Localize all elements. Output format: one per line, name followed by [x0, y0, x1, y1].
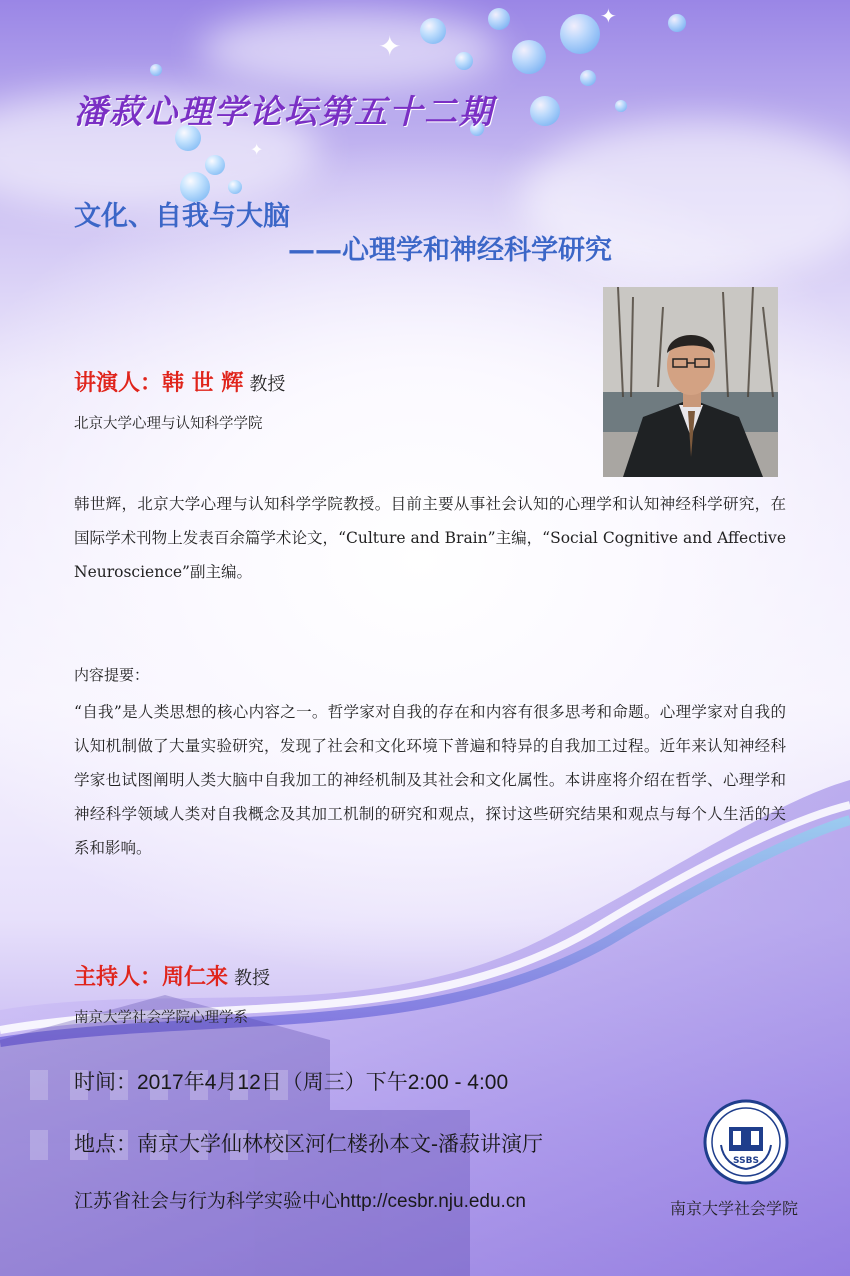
event-time: 时间：2017年4月12日（周三）下午2:00 - 4:00 [74, 1071, 509, 1094]
bubble-decoration [455, 52, 473, 70]
abstract-text: “自我”是人类思想的核心内容之一。哲学家对自我的存在和内容有很多思考和命题。心理学家对自我的认知机制做了大量实验研究，发现了社会和文化环境下普遍和特异的自我加工过程。近年来认知神经科学家也试图阐明人类大脑中自我加工的神经机制及其社会和文化属性。本讲座将介绍在哲学、心理学和神经科学领域人类对自我概念及其加工机制的研究和观点，探讨这些研究结果和观点与每个人生活的关系和影响。 [74, 703, 786, 857]
speaker-affiliation: 北京大学心理与认知科学学院 [74, 416, 263, 432]
emblem-text: SSBS [733, 1156, 759, 1166]
forum-title: 潘菽心理学论坛第五十二期 [74, 92, 494, 131]
school-emblem-icon [703, 1099, 789, 1185]
host-name: 主持人：周仁来 [74, 965, 229, 990]
bubble-decoration [205, 155, 225, 175]
school-name: 南京大学社会学院 [670, 1199, 799, 1218]
bubble-decoration [150, 64, 162, 76]
bubble-decoration [512, 40, 546, 74]
bubble-decoration [615, 100, 627, 112]
bubble-decoration [488, 8, 510, 30]
event-place: 地点：南京大学仙林校区河仁楼孙本文-潘菽讲演厅 [74, 1133, 543, 1156]
speaker-line [74, 366, 285, 397]
bubble-decoration [560, 14, 600, 54]
cloud-decoration [200, 10, 500, 90]
abstract-label: 内容提要： [74, 666, 150, 684]
lecture-subtitle: ——心理学和神经科学研究 [288, 235, 612, 266]
bubble-decoration [530, 96, 560, 126]
speaker-title: 教授 [249, 374, 286, 395]
host-title: 教授 [234, 968, 271, 989]
sparkle-icon: ✦ [378, 30, 402, 63]
sparkle-icon: ✦ [250, 140, 264, 159]
organizer-center: 江苏省社会与行为科学实验中心http://cesbr.nju.edu.cn [74, 1191, 526, 1212]
speaker-photo [603, 287, 778, 477]
sparkle-icon: ✦ [600, 4, 617, 28]
bubble-decoration [580, 70, 596, 86]
host-affiliation: 南京大学社会学院心理学系 [74, 1010, 248, 1026]
bubble-decoration [228, 180, 242, 194]
bubble-decoration [668, 14, 686, 32]
speaker-bio: 韩世辉，北京大学心理与认知科学学院教授。目前主要从事社会认知的心理学和认知神经科学研究，在国际学术刊物上发表百余篇学术论文，“Culture and Brain”主编，“Social Cognitive and Affective Neuroscience”副主编。 [74, 495, 786, 581]
lecture-title: 文化、自我与大脑 [74, 201, 290, 232]
speaker-name: 讲演人：韩 世 辉 [74, 371, 244, 396]
host-line [74, 960, 270, 991]
bubble-decoration [420, 18, 446, 44]
